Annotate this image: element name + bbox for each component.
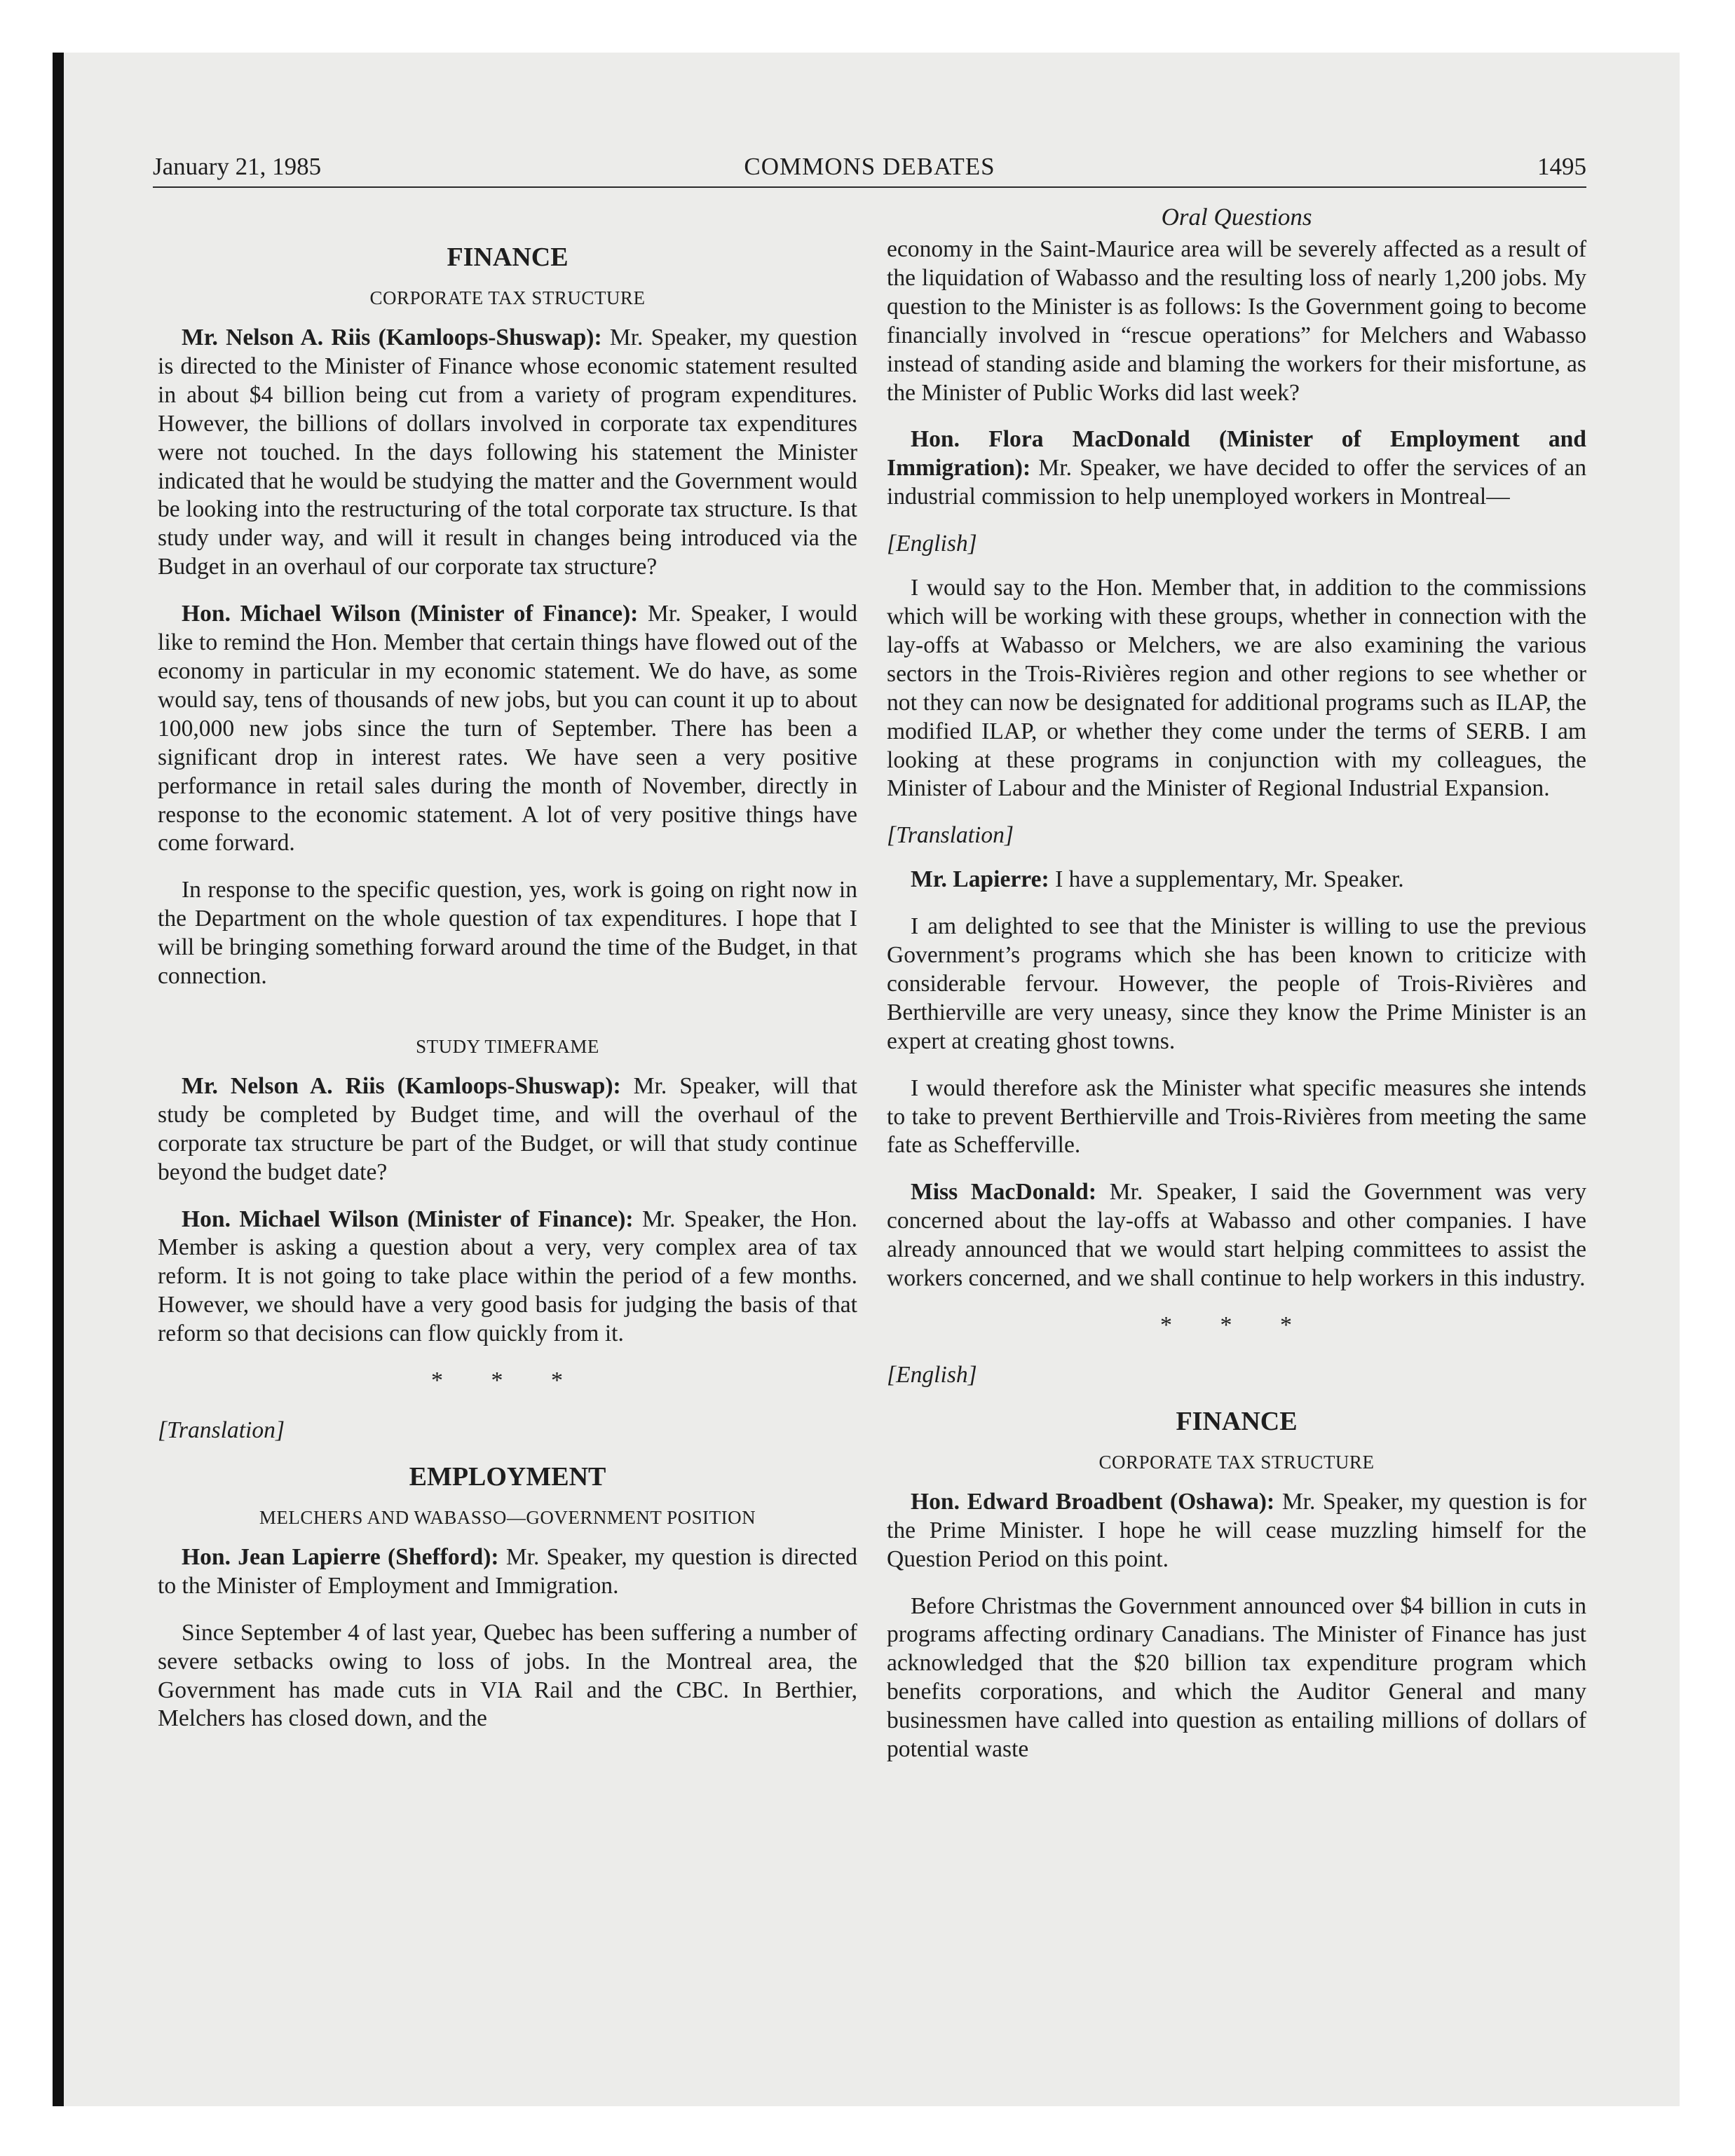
paragraph (158, 1543, 857, 1601)
speech-text: Mr. Speaker, my question is directed to the Minister of Finance whose economic statement resulted in about $4 billion being cut from a variety of program expenditures. However, the billions of dollars involved in corporate tax expenditures were not touched. In the days following his statement the Minister indicated that he would be studying the matter and the Government would be looking into the restructuring of the total corporate tax structure. Is that study under way, and will it result in changes being introduced via the Budget in an overhaul of our corporate tax structure? (158, 325, 857, 580)
speaker-name: Hon. Edward Broadbent (Oshawa): (911, 1488, 1275, 1515)
left-column (158, 236, 857, 1752)
paragraph (887, 866, 1586, 894)
speech-text: I have a supplementary, Mr. Speaker. (1049, 866, 1404, 893)
language-tag: [English] (887, 1361, 977, 1388)
speaker-name: Miss MacDonald: (911, 1179, 1097, 1206)
speech-text: Mr. Speaker, we have decided to offer the services of an industrial commission to help unemployed workers in Montreal— (887, 455, 1586, 510)
paragraph: I am delighted to see that the Minister is willing to use the previous Government’s programs which she has been known to criticize with considerable fervour. However, the people of Trois-Rivières and Berthierville are very uneasy, since they know the Prime Minister is an expert at creating ghost towns. (887, 913, 1586, 1054)
subheading-melchers-wabasso: MELCHERS AND WABASSO—GOVERNMENT POSITION (259, 1506, 756, 1528)
paragraph (158, 324, 857, 582)
section-heading-finance: FINANCE (1176, 1406, 1298, 1436)
paragraph: Since September 4 of last year, Quebec has been suffering a number of severe setbacks owing to loss of jobs. In the Montreal area, the Government has made cuts in VIA Rail and the CBC. In Berthier, Melchers has closed down, and the (158, 1619, 857, 1732)
speech-text: Mr. Speaker, the Hon. Member is asking a question about a very, very complex area of tax reform. It is not going to take place within the period of a few months. However, we should have a very good basis for judging the basis of that reform so that decisions can flow quickly from it. (158, 1206, 857, 1347)
section-divider-stars: * * * (431, 1367, 584, 1394)
section-heading-employment: EMPLOYMENT (409, 1461, 606, 1492)
paragraph (887, 425, 1586, 512)
language-tag: [Translation] (887, 822, 1014, 849)
speaker-name: Hon. Jean Lapierre (Shefford): (182, 1543, 499, 1570)
language-tag: [English] (887, 531, 977, 557)
speech-text: Mr. Speaker, my question is for the Prime Minister. I hope he will cease muzzling himself for the Question Period on this point. (887, 1488, 1586, 1572)
paragraph (887, 1488, 1586, 1574)
speech-text: Mr. Speaker, will that study be completed by Budget time, and will the overhaul of the corporate tax structure be part of the Budget, or will that study continue beyond the budget date? (158, 1072, 857, 1185)
section-heading-finance: FINANCE (447, 243, 569, 272)
subheading-study-timeframe: STUDY TIMEFRAME (416, 1035, 599, 1057)
section-divider-stars: * * * (1160, 1312, 1313, 1338)
speech-text: Mr. Speaker, I said the Government was very concerned about the lay-offs at Wabasso and other companies. I have already announced that we would start helping committees to assist the workers concerned, and we shall continue to help workers in this industry. (887, 1179, 1587, 1292)
header-page-number: 1495 (1537, 153, 1586, 180)
speaker-name: Hon. Michael Wilson (Minister of Finance): (182, 601, 639, 627)
paragraph (887, 1178, 1586, 1293)
paragraph: economy in the Saint-Maurice area will be severely affected as a result of the liquidation of Wabasso and the resulting loss of nearly 1,200 jobs. My question to the Minister is as follows: Is the Government going to become financially involved in “rescue operations” for Melchers and Wabasso instead of standing aside and blaming the workers for their misfortune, as the Minister of Public Works did last week? (887, 236, 1586, 406)
page-header (153, 153, 1586, 188)
speaker-name: Hon. Flora MacDonald (Minister of Employment and Immigration): (887, 426, 1586, 482)
language-tag: [Translation] (158, 1417, 285, 1443)
paragraph: In response to the specific question, yes, work is going on right now in the Department on the whole question of tax expenditures. I hope that I will be bringing something forward around the time of the Budget, in that connection. (158, 877, 857, 990)
subheading-corporate-tax: CORPORATE TAX STRUCTURE (1098, 1451, 1375, 1473)
speaker-name: Mr. Lapierre: (911, 866, 1049, 893)
speaker-name: Hon. Michael Wilson (Minister of Finance): (182, 1206, 634, 1232)
running-head: Oral Questions (1161, 203, 1312, 231)
header-title: COMMONS DEBATES (744, 153, 995, 180)
paragraph: I would say to the Hon. Member that, in addition to the commissions which will be working with these groups, whether in connection with the lay-offs at Wabasso or Melchers, we are also examining the various sectors in the Trois-Rivières region and other regions to see whether or not they can now be designated for additional programs such as ILAP, the modified ILAP, or whether they come under the terms of SERB. I am looking at these programs in conjunction with my colleagues, the Minister of Labour and the Minister of Regional Industrial Expansion. (887, 575, 1586, 802)
paragraph: Before Christmas the Government announced over $4 billion in cuts in programs affecting ordinary Canadians. The Minister of Finance has just acknowledged that the $20 billion tax expenditure program which benefits corporations, and which the Auditor General and many businessmen have called into question as entailing millions of dollars of potential waste (887, 1592, 1586, 1763)
scan-edge (53, 53, 64, 2106)
speech-text: Mr. Speaker, I would like to remind the Hon. Member that certain things have flowed out of the economy in particular in my economic statement. We do have, as some would say, tens of thousands of new jobs, but you can count it up to about 100,000 new jobs since the turn of September. There has been a significant drop in interest rates. We have seen a very positive performance in retail sales during the month of November, directly in response to the economic statement. A lot of very positive things have come forward. (158, 601, 857, 857)
header-date: January 21, 1985 (153, 153, 322, 180)
paragraph (158, 1206, 857, 1349)
speaker-name: Mr. Nelson A. Riis (Kamloops-Shuswap): (182, 325, 602, 350)
speaker-name: Mr. Nelson A. Riis (Kamloops-Shuswap): (182, 1072, 621, 1099)
subheading-corporate-tax: CORPORATE TAX STRUCTURE (369, 287, 646, 308)
paragraph: I would therefore ask the Minister what specific measures she intends to take to prevent Berthierville and Trois-Rivières from meeting the same fate as Schefferville. (887, 1074, 1586, 1159)
paragraph (158, 1072, 857, 1187)
right-column (887, 236, 1586, 1782)
paragraph (158, 600, 857, 858)
speech-text: Mr. Speaker, my question is directed to the Minister of Employment and Immigration. (158, 1543, 857, 1599)
